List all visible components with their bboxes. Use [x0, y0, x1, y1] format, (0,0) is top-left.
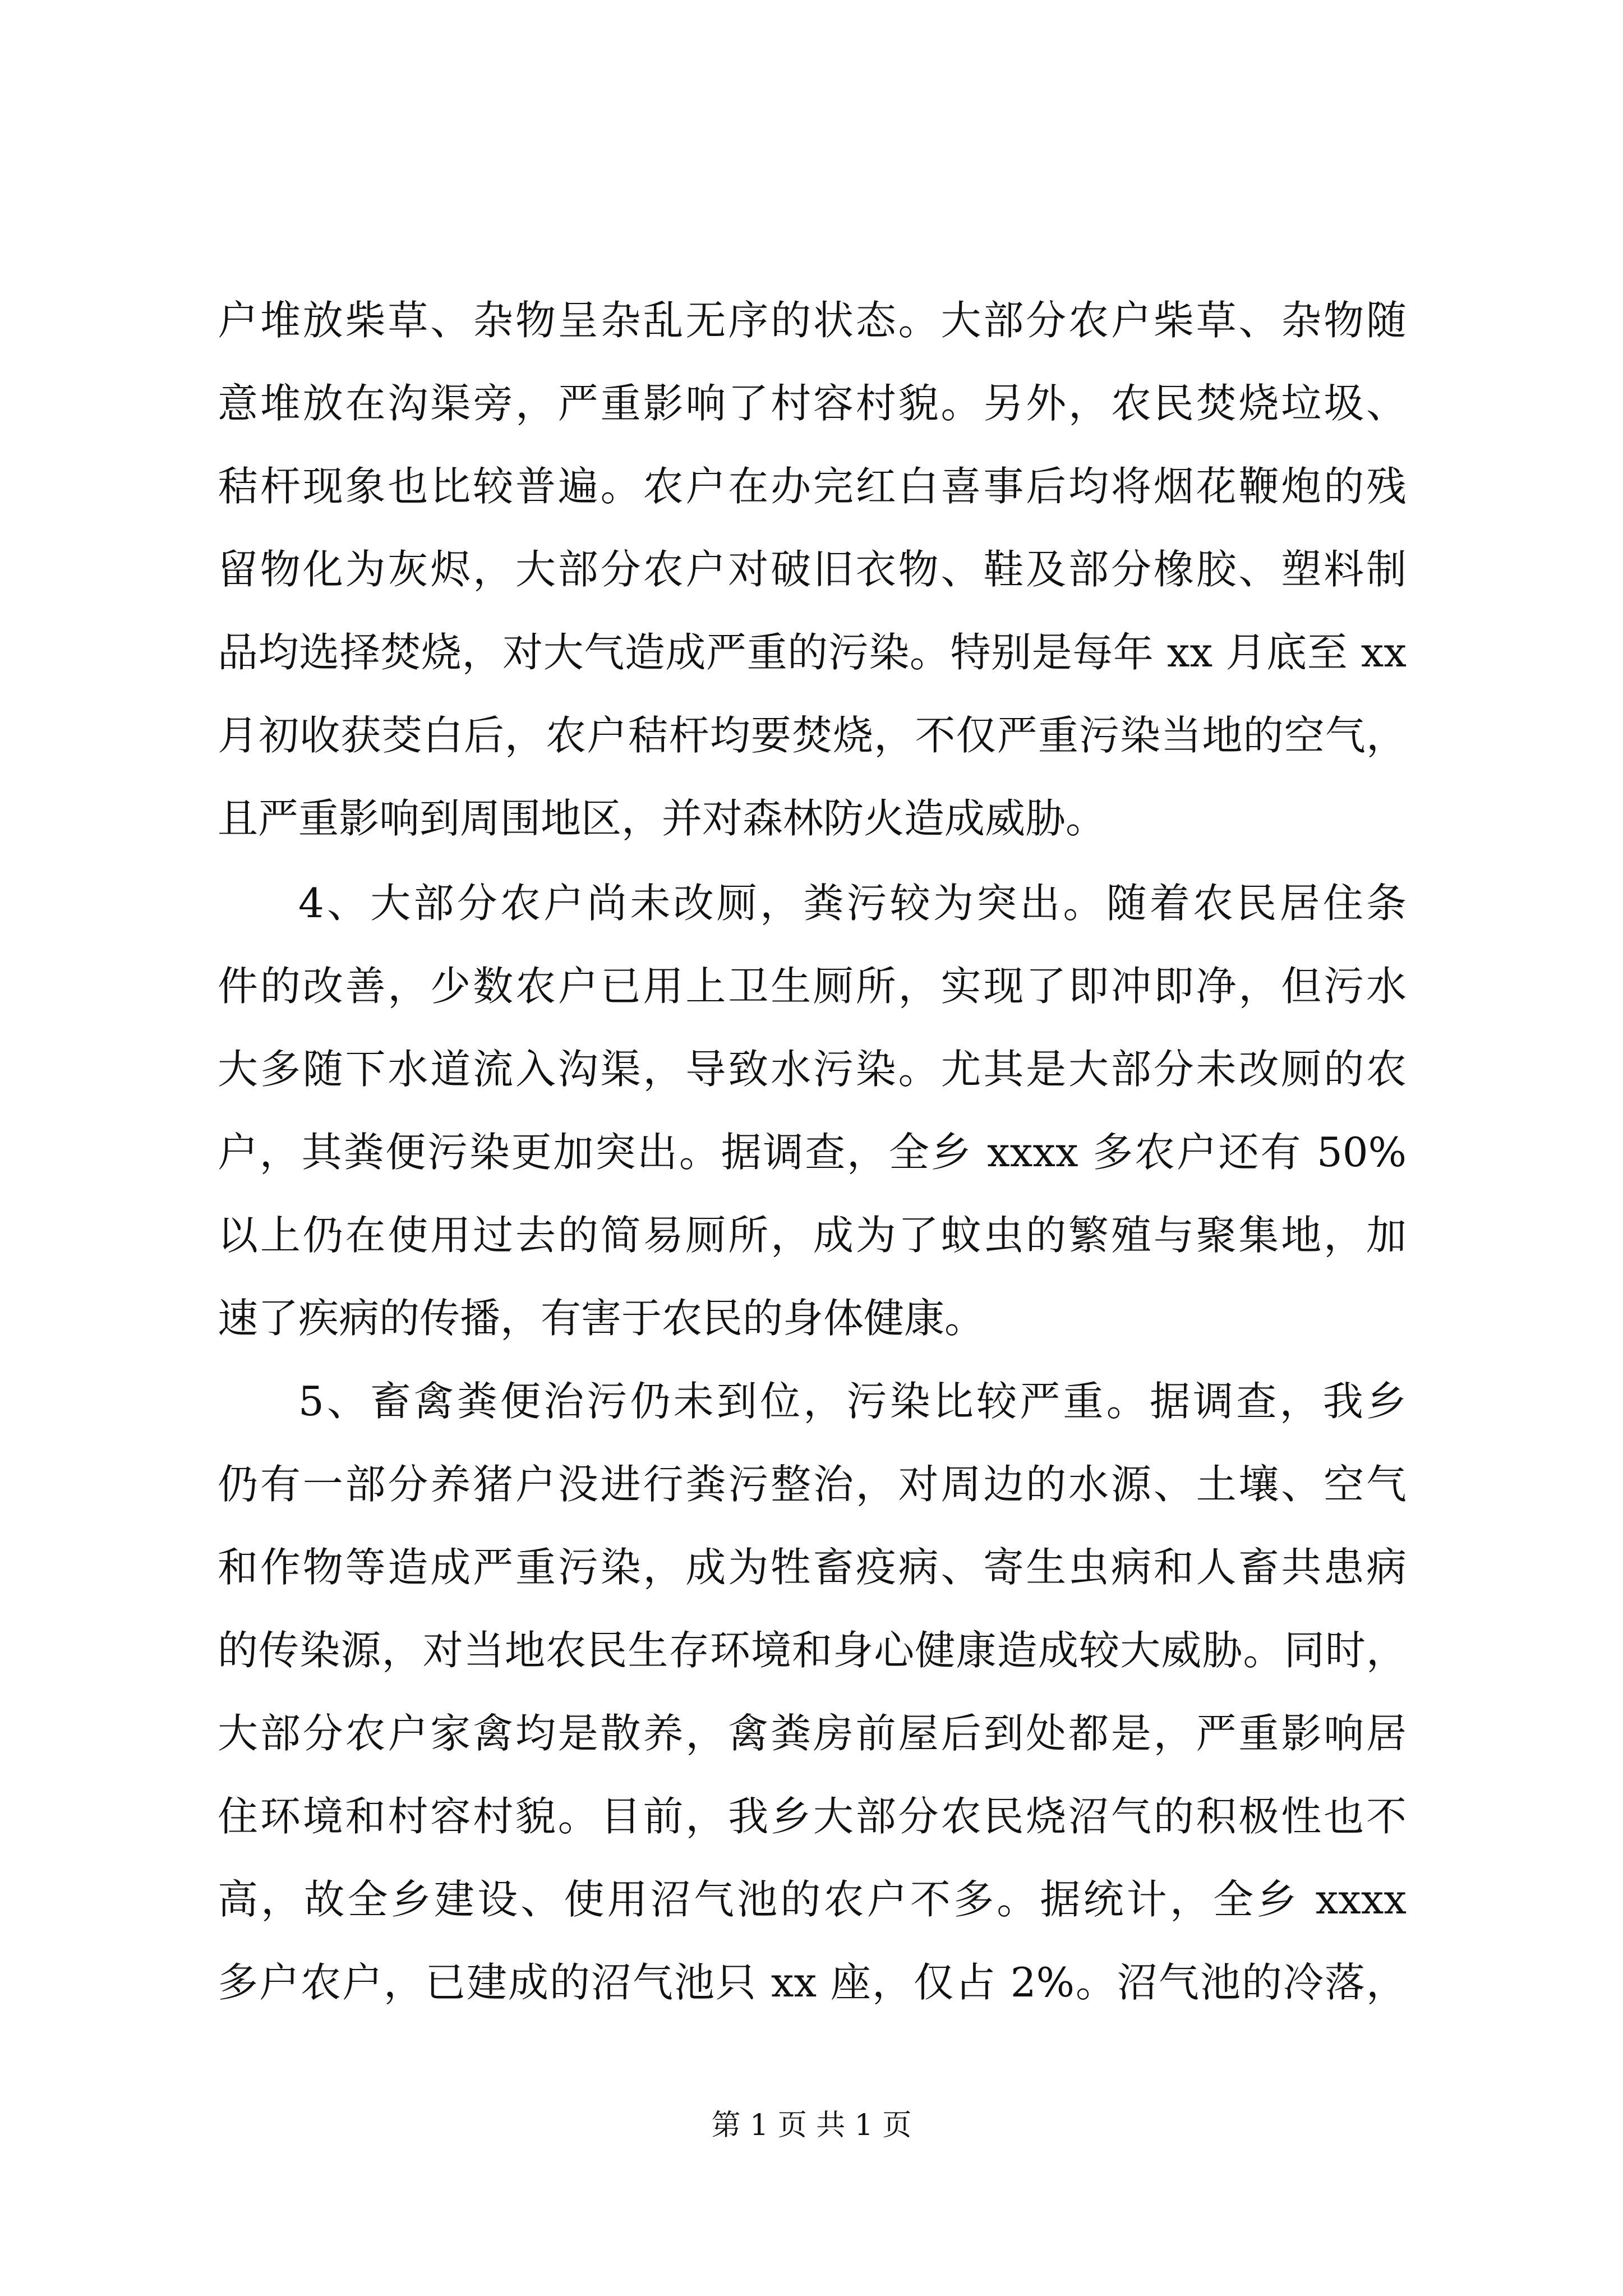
body-line-9: 件的改善，少数农户已用上卫生厕所，实现了即冲即净，但污水	[218, 963, 1407, 1010]
body-line-5: 品均选择焚烧，对大气造成严重的污染。特别是每年 xx 月底至 xx	[218, 629, 1407, 676]
page-number-footer: 第 1 页 共 1 页	[711, 2109, 912, 2142]
body-line-11: 户，其粪便污染更加突出。据调查，全乡 xxxx 多农户还有 50%	[218, 1129, 1407, 1176]
body-line-2: 意堆放在沟渠旁，严重影响了村容村貌。另外，农民焚烧垃圾、	[218, 380, 1407, 427]
body-line-3: 秸杆现象也比较普遍。农户在办完红白喜事后均将烟花鞭炮的残	[218, 463, 1407, 510]
body-line-7: 且严重影响到周围地区，并对森林防火造成威胁。	[218, 795, 1106, 842]
body-line-13: 速了疾病的传播，有害于农民的身体健康。	[218, 1295, 985, 1342]
body-line-12: 以上仍在使用过去的简易厕所，成为了蚊虫的繁殖与聚集地，加	[218, 1212, 1407, 1259]
body-line-20: 高，故全乡建设、使用沼气池的农户不多。据统计，全乡 xxxx	[218, 1876, 1407, 1923]
body-line-21: 多户农户，已建成的沼气池只 xx 座，仅占 2%。沼气池的冷落，	[218, 1959, 1407, 2006]
body-line-14: 5、畜禽粪便治污仍未到位，污染比较严重。据调查，我乡	[298, 1378, 1407, 1425]
body-line-4: 留物化为灰烬，大部分农户对破旧衣物、鞋及部分橡胶、塑料制	[218, 546, 1407, 593]
body-line-8: 4、大部分农户尚未改厕，粪污较为突出。随着农民居住条	[298, 880, 1407, 927]
body-line-17: 的传染源，对当地农民生存环境和身心健康造成较大威胁。同时，	[218, 1627, 1407, 1674]
body-line-1: 户堆放柴草、杂物呈杂乱无序的状态。大部分农户柴草、杂物随	[218, 297, 1407, 344]
body-line-18: 大部分农户家禽均是散养，禽粪房前屋后到处都是，严重影响居	[218, 1710, 1407, 1757]
body-line-6: 月初收获茭白后，农户秸杆均要焚烧，不仅严重污染当地的空气，	[218, 712, 1407, 759]
body-line-19: 住环境和村容村貌。目前，我乡大部分农民烧沼气的积极性也不	[218, 1793, 1407, 1840]
body-line-16: 和作物等造成严重污染，成为牲畜疫病、寄生虫病和人畜共患病	[218, 1544, 1407, 1591]
body-line-15: 仍有一部分养猪户没进行粪污整治，对周边的水源、土壤、空气	[218, 1461, 1407, 1508]
body-line-10: 大多随下水道流入沟渠，导致水污染。尤其是大部分未改厕的农	[218, 1046, 1407, 1093]
